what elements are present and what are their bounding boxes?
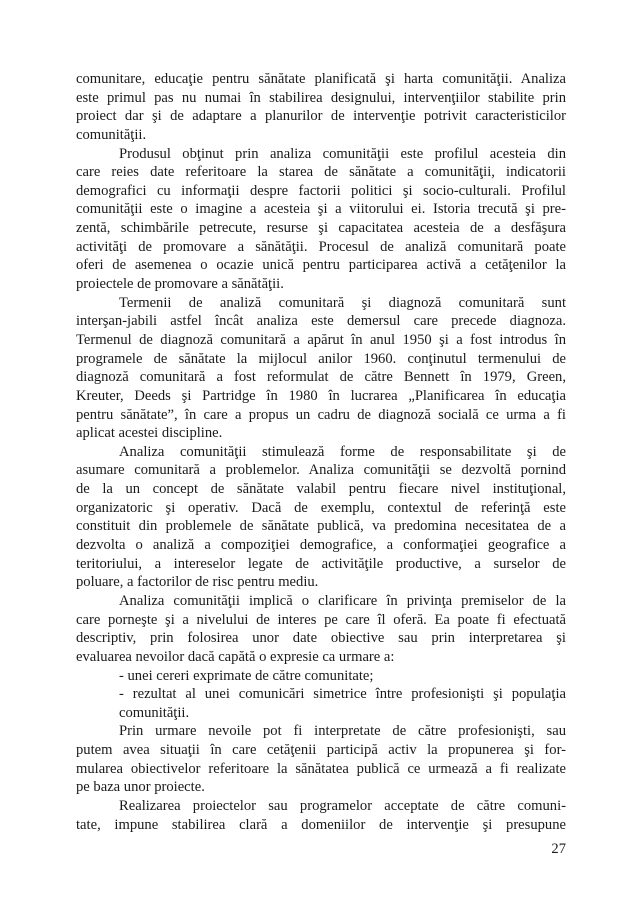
text-line: teritoriului, a intereselor legate de activităţile productive, a surselor de <box>76 555 566 572</box>
text-line: care porneşte şi a nivelului de interes pe care îl oferă. Ea poate fi efectuată <box>76 611 566 628</box>
text-line: demografici cu informaţii despre factorii politici şi socio-culturali. Profilul <box>76 182 566 199</box>
text-line: aplicat acestei discipline. <box>76 425 223 442</box>
text-line: - rezultat al unei comunicări simetrice între profesionişti şi populaţia <box>119 686 566 703</box>
text-line: activităţi de promovare a sănătăţii. Procesul de analiză comunitară poate <box>76 238 566 255</box>
text-line: constituit din problemele de sănătate publică, va predomina necesitatea de a <box>76 518 566 535</box>
text-line: comunităţii. <box>119 704 190 721</box>
text-line: Termenii de analiză comunitară şi diagnoză comunitară sunt <box>119 294 566 311</box>
text-line: organizatoric şi operativ. Dacă de exemplu, contextul de referinţă este <box>76 499 566 516</box>
page-number: 27 <box>551 841 566 857</box>
text-line: proiectele de promovare a sănătăţii. <box>76 276 284 293</box>
text-line: proiect dar şi de adaptare a planurilor de intervenţie potrivit caracteristicilor <box>76 108 566 125</box>
text-line: interşan-jabili astfel încât analiza este demersul care precede diagnoza. <box>76 313 566 330</box>
text-line: comunităţii este o imagine a acesteia şi a viitorului ei. Istoria trecută şi pre- <box>76 201 566 218</box>
text-line: pe baza unor proiecte. <box>76 779 205 796</box>
page-body <box>76 70 566 834</box>
text-line: Realizarea proiectelor sau programelor acceptate de către comuni- <box>119 797 566 814</box>
text-line: - unei cereri exprimate de către comunitate; <box>119 667 374 684</box>
text-line: putem avea situaţii în care cetăţenii participă activ la propunerea şi for- <box>76 742 566 759</box>
text-line: evaluarea nevoilor dacă capătă o expresie ca urmare a: <box>76 648 395 665</box>
text-line: de la un concept de sănătate valabil pentru fiecare nivel instituţional, <box>76 481 566 498</box>
text-line: comunităţii. <box>76 126 147 143</box>
text-line: comunitare, educaţie pentru sănătate planificată şi harta comunităţii. Analiza <box>76 71 566 87</box>
text-line: asumare comunitară a problemelor. Analiza comunităţii se dezvoltă pornind <box>76 462 566 479</box>
text-line: Termenul de diagnoză comunitară a apărut în anul 1950 şi a fost introdus în <box>76 331 566 348</box>
text-line: oferi de asemenea o ocazie unică pentru participarea activă a cetăţenilor la <box>76 257 566 274</box>
text-line: programele de sănătate la mijlocul anilor 1960. conţinutul termenului de <box>76 350 566 367</box>
text-line: Produsul obţinut prin analiza comunităţii este profilul acesteia din <box>119 145 566 162</box>
text-line: mularea obiectivelor referitoare la sănătatea publică ce urmează a fi realizate <box>76 760 566 777</box>
text-line: Analiza comunităţii implică o clarificare în privinţa premiselor de la <box>119 592 566 609</box>
text-line: descriptiv, prin folosirea unor date obiective sau prin interpretarea şi <box>76 630 566 647</box>
text-line: Kreuter, Deeds şi Partridge în 1980 în lucrarea „Planificarea în educaţia <box>76 387 566 404</box>
text-line: Analiza comunităţii stimulează forme de responsabilitate şi de <box>119 443 566 460</box>
text-line: diagnoză comunitară a fost reformulat de către Bennett în 1979, Green, <box>76 369 566 386</box>
text-line: poluare, a factorilor de risc pentru mediu. <box>76 574 319 591</box>
text-line: care reies date referitoare la starea de sănătate a comunităţii, indicatorii <box>76 164 566 181</box>
text-line: pentru sănătate”, în care a propus un cadru de diagnoză socială ce urma a fi <box>76 406 566 423</box>
text-line: Prin urmare nevoile pot fi interpretate de către profesionişti, sau <box>119 723 566 740</box>
text-line: dezvolta o analiză a compoziţiei demografice, a conformaţiei geografice a <box>76 537 566 554</box>
text-line: zentă, schimbările petrecute, resurse şi capacitatea acesteia de a desfăşura <box>76 220 566 237</box>
text-line: este primul pas nu numai în stabilirea designului, intervenţiilor stabilite prin <box>76 89 566 106</box>
text-line: tate, impune stabilirea clară a domeniilor de intervenţie şi presupune <box>76 816 566 833</box>
